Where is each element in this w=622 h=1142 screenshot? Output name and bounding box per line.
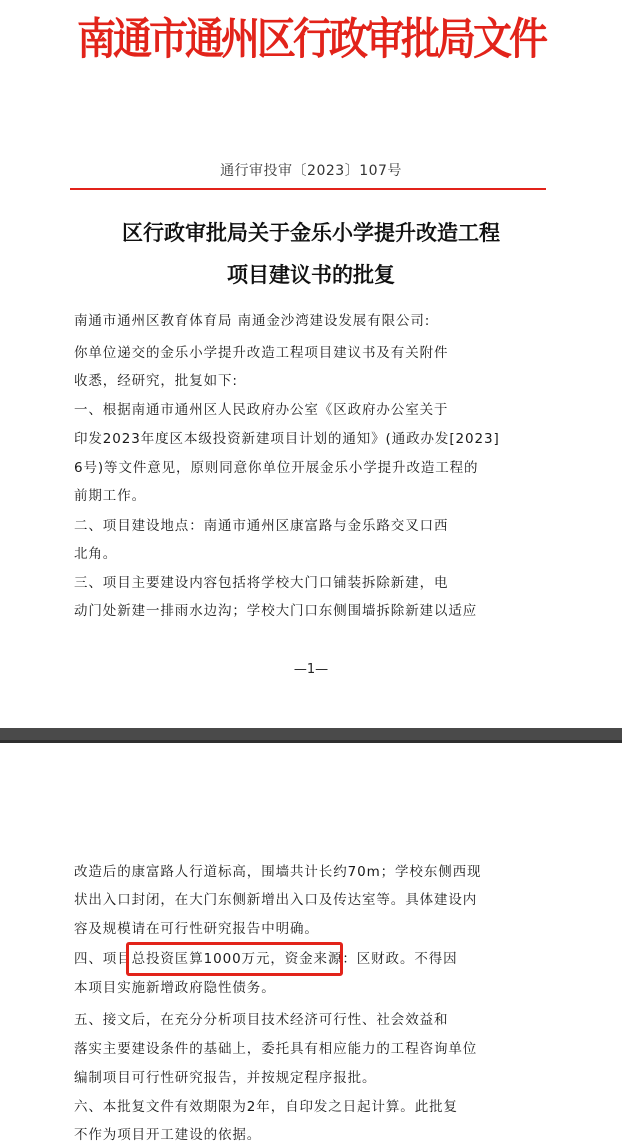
text-line: 二、项目建设地点：南通市通州区康富路与金乐路交叉口西 — [74, 518, 449, 534]
document-title-line-2: 项目建议书的批复 — [227, 262, 395, 287]
text-line: 你单位递交的金乐小学提升改造工程项目建议书及有关附件 — [74, 345, 449, 361]
text-line: 四、项目总投资匡算1000万元，资金来源：区财政。不得因 — [74, 951, 458, 967]
text-line: 五、接文后，在充分分析项目技术经济可行性、社会效益和 — [74, 1012, 449, 1028]
text-line: 本项目实施新增政府隐性债务。 — [74, 980, 276, 996]
text-line: 不作为项目开工建设的依据。 — [74, 1127, 262, 1142]
investment-highlight-box — [126, 942, 343, 976]
text-line: 南通市通州区教育体育局 南通金沙湾建设发展有限公司: — [74, 313, 431, 329]
text-line: 容及规模请在可行性研究报告中明确。 — [74, 921, 319, 937]
page-number: —1— — [293, 662, 329, 677]
text-line: 动门处新建一排雨水边沟；学校大门口东侧围墙拆除新建以适应 — [74, 603, 478, 619]
text-line: 编制项目可行性研究报告，并按规定程序报批。 — [74, 1070, 377, 1086]
text-line: 6号)等文件意见，原则同意你单位开展金乐小学提升改造工程的 — [74, 460, 479, 476]
text-line: 六、本批复文件有效期限为2年，自印发之日起计算。此批复 — [74, 1099, 458, 1115]
text-line: 一、根据南通市通州区人民政府办公室《区政府办公室关于 — [74, 402, 449, 418]
text-line: 三、项目主要建设内容包括将学校大门口铺装拆除新建，电 — [74, 575, 449, 591]
text-line: 改造后的康富路人行道标高，围墙共计长约70m；学校东侧西现 — [74, 864, 482, 880]
header-divider — [70, 188, 546, 190]
text-line: 落实主要建设条件的基础上，委托具有相应能力的工程咨询单位 — [74, 1041, 478, 1057]
document-number: 通行审投审〔2023〕107号 — [220, 163, 402, 179]
text-line: 北角。 — [74, 546, 118, 562]
text-line: 印发2023年度区本级投资新建项目计划的通知》(通政办发[2023] — [74, 431, 500, 447]
text-line: 收悉，经研究，批复如下: — [74, 373, 238, 389]
document-header: 南通市通州区行政审批局文件 — [76, 13, 545, 66]
text-line: 状出入口封闭，在大门东侧新增出入口及传达室等。具体建设内 — [74, 892, 478, 908]
text-line: 前期工作。 — [74, 488, 146, 504]
page-separator — [0, 728, 622, 743]
document-title-line-1: 区行政审批局关于金乐小学提升改造工程 — [122, 220, 500, 245]
